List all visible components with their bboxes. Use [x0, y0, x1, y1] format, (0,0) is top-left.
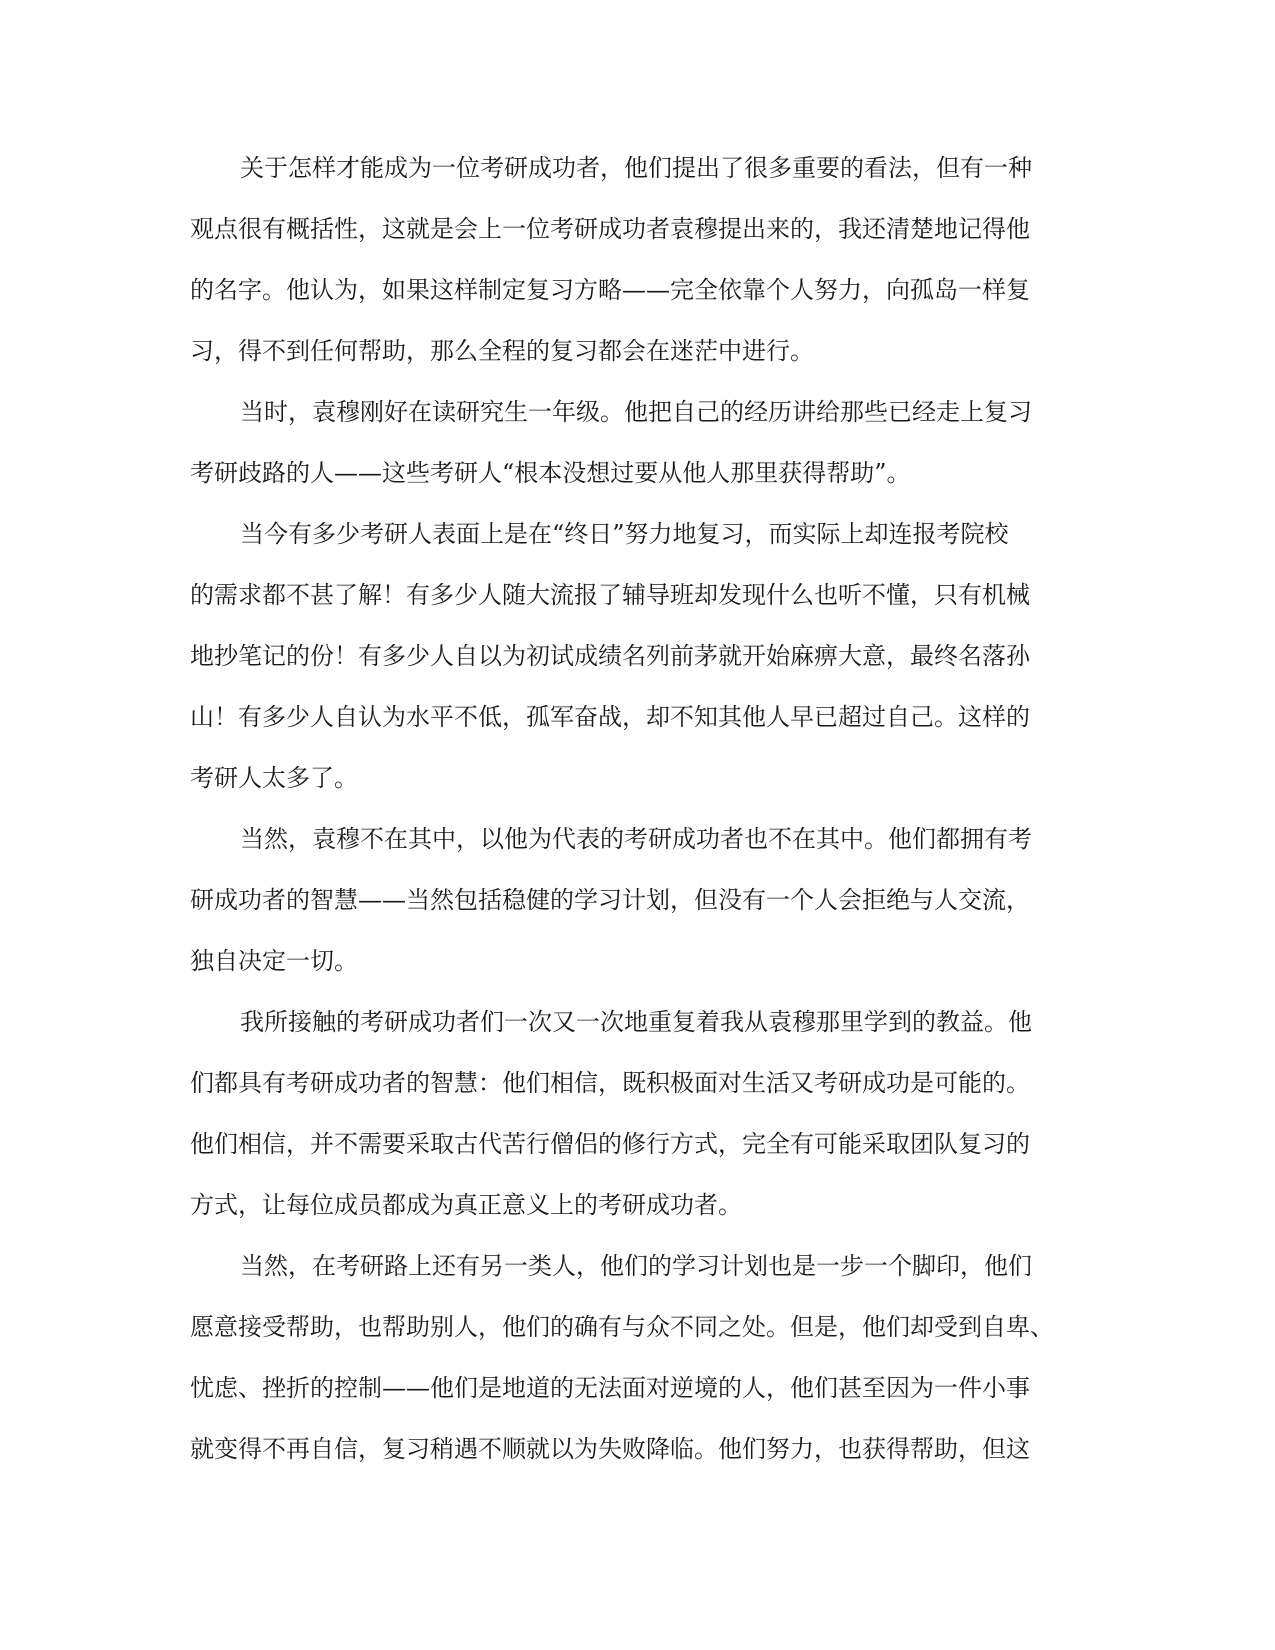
text-line: 当今有多少考研人表面上是在“终日”努力地复习，而实际上却连报考院校: [240, 520, 1009, 548]
text-line: 我所接触的考研成功者们一次又一次地重复着我从袁穆那里学到的教益。他: [240, 1008, 1032, 1036]
text-line: 习，得不到任何帮助，那么全程的复习都会在迷茫中进行。: [190, 337, 814, 365]
text-line: 考研歧路的人——这些考研人“根本没想过要从他人那里获得帮助”。: [190, 459, 911, 487]
text-line: 他们相信，并不需要采取古代苦行僧侣的修行方式，完全有可能采取团队复习的: [190, 1130, 1030, 1158]
text-line: 地抄笔记的份！有多少人自以为初试成绩名列前茅就开始麻痹大意，最终名落孙: [190, 642, 1030, 670]
text-line: 的需求都不甚了解！有多少人随大流报了辅导班却发现什么也听不懂，只有机械: [190, 581, 1030, 609]
text-line: 当然，在考研路上还有另一类人，他们的学习计划也是一步一个脚印，他们: [240, 1252, 1032, 1280]
text-line: 愿意接受帮助，也帮助别人，他们的确有与众不同之处。但是，他们却受到自卑、: [190, 1313, 1054, 1341]
text-line: 方式，让每位成员都成为真正意义上的考研成功者。: [190, 1191, 742, 1219]
text-line: 观点很有概括性，这就是会上一位考研成功者袁穆提出来的，我还清楚地记得他: [190, 215, 1030, 243]
text-line: 就变得不再自信，复习稍遇不顺就以为失败降临。他们努力，也获得帮助，但这: [190, 1435, 1030, 1463]
text-line: 山！有多少人自认为水平不低，孤军奋战，却不知其他人早已超过自己。这样的: [190, 703, 1030, 731]
text-line: 忧虑、挫折的控制——他们是地道的无法面对逆境的人，他们甚至因为一件小事: [190, 1374, 1030, 1402]
text-line: 当时，袁穆刚好在读研究生一年级。他把自己的经历讲给那些已经走上复习: [240, 398, 1032, 426]
document-body: [190, 138, 1070, 1480]
text-line: 们都具有考研成功者的智慧：他们相信，既积极面对生活又考研成功是可能的。: [190, 1069, 1030, 1097]
text-line: 研成功者的智慧——当然包括稳健的学习计划，但没有一个人会拒绝与人交流，: [190, 886, 1030, 914]
text-line: 当然，袁穆不在其中，以他为代表的考研成功者也不在其中。他们都拥有考: [240, 825, 1032, 853]
text-line: 独自决定一切。: [190, 947, 358, 975]
text-line: 关于怎样才能成为一位考研成功者，他们提出了很多重要的看法，但有一种: [240, 154, 1032, 182]
text-line: 的名字。他认为，如果这样制定复习方略——完全依靠个人努力，向孤岛一样复: [190, 276, 1030, 304]
text-line: 考研人太多了。: [190, 764, 358, 792]
